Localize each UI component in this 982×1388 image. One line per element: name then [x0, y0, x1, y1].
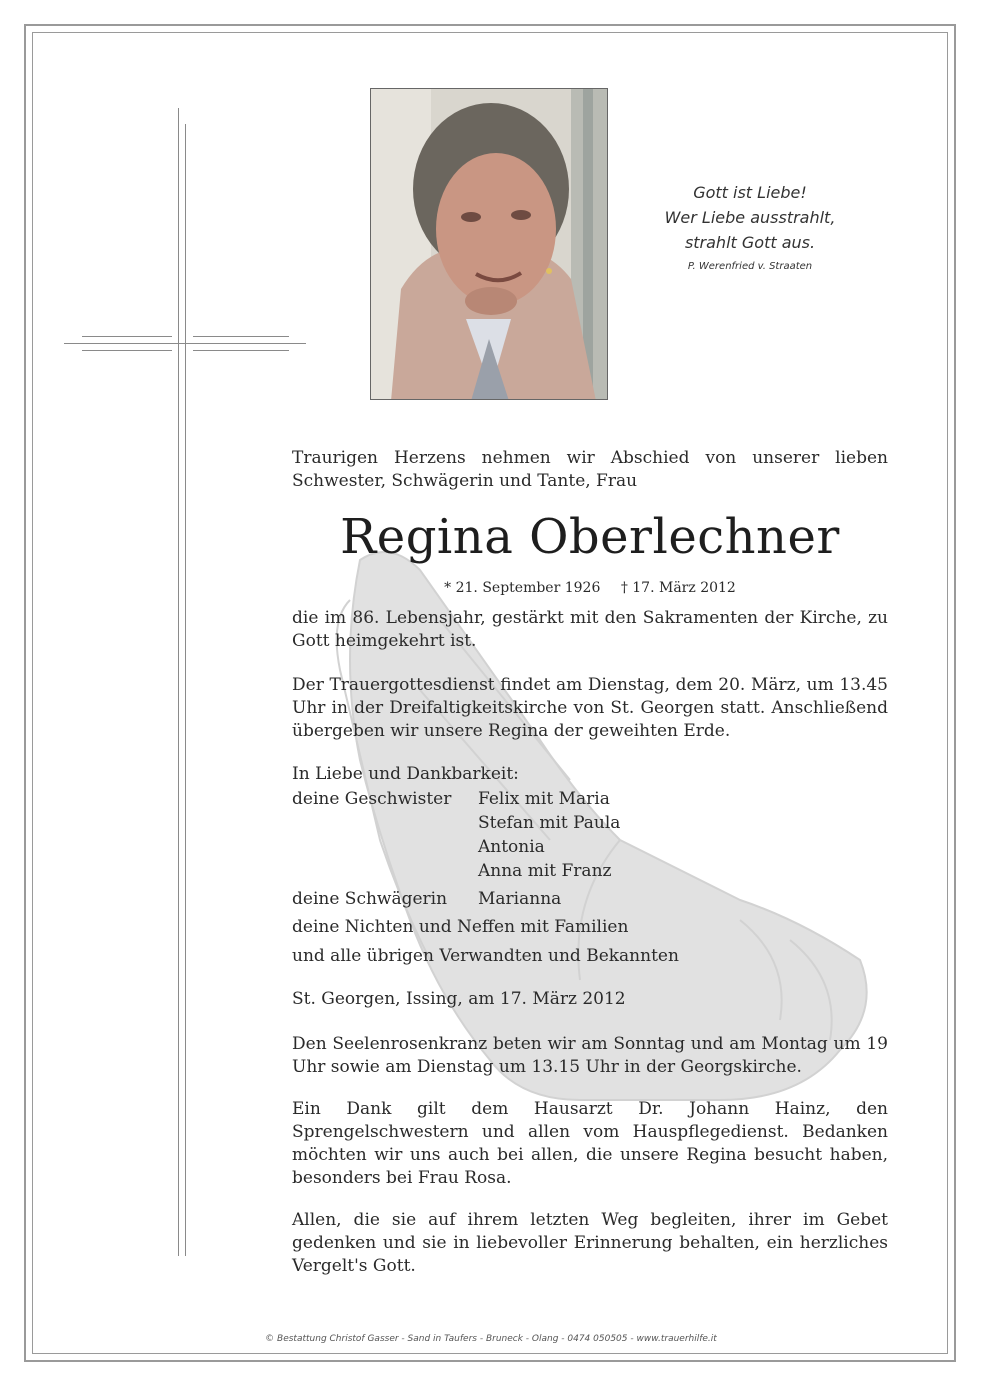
inlaw-name: Marianna: [478, 889, 562, 909]
death-date: † 17. März 2012: [620, 580, 736, 596]
place-date: St. Georgen, Issing, am 17. März 2012: [292, 989, 626, 1009]
quote-line-3: strahlt Gott aus.: [684, 233, 816, 252]
sibling-2: Stefan mit Paula: [478, 813, 621, 833]
sibling-4: Anna mit Franz: [478, 861, 612, 881]
quote-block: [630, 180, 870, 272]
paragraph-1: die im 86. Lebensjahr, gestärkt mit den Sakramenten der Kirche, zu Gott heimgekehrt ist.: [292, 608, 888, 651]
birth-date: * 21. September 1926: [444, 580, 601, 596]
sibling-row-4: [292, 860, 892, 883]
sibling-3: Antonia: [478, 837, 545, 857]
family-relatives: und alle übrigen Verwandten und Bekannten: [292, 946, 679, 966]
paragraph-rosary: Den Seelenrosenkranz beten wir am Sonntag und am Montag um 19 Uhr sowie am Dienstag um 13.15 Uhr in der Georgskirche.: [292, 1034, 888, 1077]
family-siblings: [292, 788, 892, 811]
sibling-1: Felix mit Maria: [478, 789, 610, 809]
sibling-row-2: [292, 812, 892, 835]
paragraph-thanks: Ein Dank gilt dem Hausarzt Dr. Johann Hainz, den Sprengelschwestern und allen vom Hauspflegedienst. Bedanken möchten wir uns auch bei allen, die unsere Regina besucht haben, besonders bei Frau Rosa.: [292, 1099, 888, 1188]
family-nieces: deine Nichten und Neffen mit Familien: [292, 917, 629, 937]
family-inlaw: [292, 888, 892, 911]
quote-line-2: Wer Liebe ausstrahlt,: [664, 208, 836, 227]
life-dates: [292, 578, 888, 598]
footer-credit: © Bestattung Christof Gasser - Sand in Taufers - Bruneck - Olang - 0474 050505 - www.trauerhilfe.it: [265, 1334, 717, 1344]
deceased-name: Regina Oberlechner: [340, 509, 840, 565]
paragraph-service: Der Trauergottesdienst findet am Dienstag, dem 20. März, um 13.45 Uhr in der Dreifaltigkeitskirche von St. Georgen statt. Anschließend übergeben wir unsere Regina der geweihten Erde.: [292, 675, 888, 741]
family-heading: In Liebe und Dankbarkeit:: [292, 764, 519, 784]
sibling-row-3: [292, 836, 892, 859]
portrait-photo: [370, 88, 608, 400]
siblings-role: deine Geschwister: [292, 789, 452, 809]
inlaw-role: deine Schwägerin: [292, 889, 448, 909]
quote-line-1: Gott ist Liebe!: [693, 183, 807, 202]
paragraph-closing: Allen, die sie auf ihrem letzten Weg begleiten, ihrer im Gebet gedenken und sie in liebevoller Erinnerung behalten, ein herzliches Vergelt's Gott.: [292, 1210, 888, 1276]
intro-text: Traurigen Herzens nehmen wir Abschied von unserer lieben Schwester, Schwägerin und Tante, Frau: [292, 448, 888, 491]
quote-author: P. Werenfried v. Straaten: [687, 261, 813, 272]
